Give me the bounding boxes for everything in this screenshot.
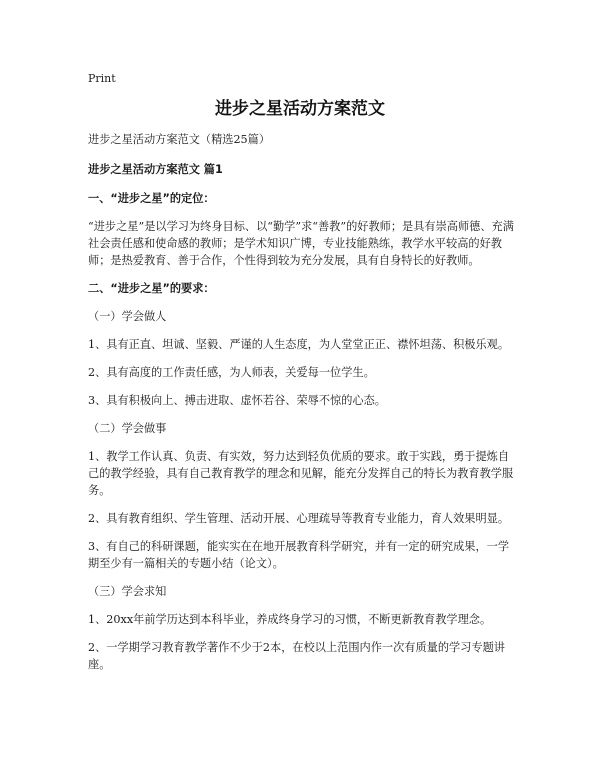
- list-item: 3、有自己的科研课题，能实实在在地开展教育科学研究，并有一定的研究成果，一学期至少有一篇相关的专题小结（论文）。: [88, 540, 510, 570]
- document-body: [88, 131, 514, 684]
- heading-requirements: 二、“进步之星”的要求：: [88, 282, 215, 295]
- section-heading: 进步之星活动方案范文 篇1: [88, 163, 223, 176]
- list-item: 1、具有正直、坦诚、坚毅、严谨的人生态度，为人堂堂正正、襟怀坦荡、积极乐观。: [88, 338, 510, 351]
- list-item: 2、一学期学习教育教学著作不少于2本，在校以上范围内作一次有质量的学习专题讲座。: [88, 641, 505, 671]
- heading-positioning: 一、“进步之星”的定位：: [88, 192, 215, 205]
- list-item: 2、具有教育组织、学生管理、活动开展、心理疏导等教育专业能力，育人效果明显。: [88, 512, 510, 525]
- subheading-learn-to-be: （一）学会做人: [88, 310, 167, 323]
- list-item: 3、具有积极向上、搏击进取、虚怀若谷、荣辱不惊的心态。: [88, 394, 386, 407]
- list-item: 2、具有高度的工作责任感，为人师表，关爱每一位学生。: [88, 366, 375, 379]
- paragraph-positioning-text: “进步之星”是以学习为终身目标、以“勤学”求“善教”的好教师；是具有崇高师德、充满社会责任感和使命感的教师；是学术知识广博，专业技能熟练，教学水平较高的好教师；是热爱教育、善于合作，个性得到较为充分发展，具有自身特长的好教师。: [88, 220, 514, 267]
- subheading-learn-to-know: （三）学会求知: [88, 585, 167, 598]
- document-subtitle: 进步之星活动方案范文（精选25篇）: [88, 133, 271, 146]
- print-label[interactable]: Print: [88, 72, 116, 85]
- subheading-learn-to-do: （二）学会做事: [88, 422, 167, 435]
- document-title: 进步之星活动方案范文: [215, 99, 385, 119]
- list-item: 1、20xx年前学历达到本科毕业，养成终身学习的习惯，不断更新教育教学理念。: [88, 613, 492, 626]
- list-item: 1、教学工作认真、负责、有实效，努力达到轻负优质的要求。敢于实践，勇于提炼自己的教学经验，具有自己教育教学的理念和见解，能充分发挥自己的特长为教育教学服务。: [88, 450, 514, 497]
